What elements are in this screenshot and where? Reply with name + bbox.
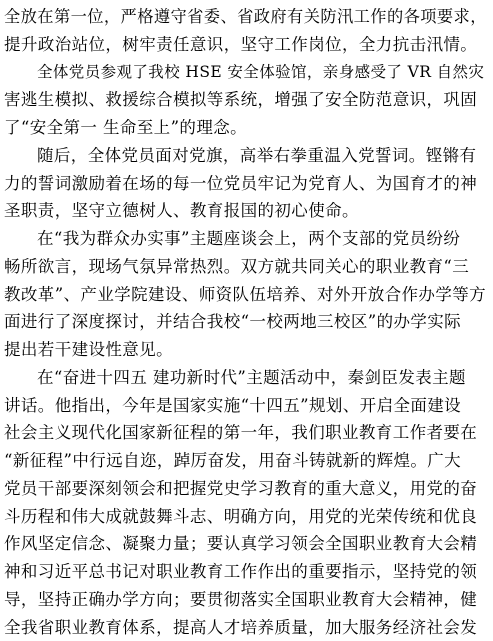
text-line-1: 全放在第一位，严格遵守省委、省政府有关防汛工作的各项要求， <box>4 7 487 26</box>
text-line-18: 党员干部要深刻领会和把握党史学习教育的重大意义，用党的奋 <box>4 478 478 498</box>
text-line-5: 了“安全第一 生命至上”的理念。 <box>4 118 248 137</box>
text-line-2: 提升政治站位，树牢责任意识，坚守工作岗位，全力抗击汛情。 <box>4 34 478 54</box>
document-body <box>4 3 490 641</box>
text-line-21: 神和习近平总书记对职业教育工作作出的重要指示，坚持党的领 <box>4 562 478 581</box>
text-line-14: 在“奋进十四五 建功新时代”主题活动中，秦剑臣发表主题 <box>37 367 466 387</box>
text-line-7: 力的誓词激励着在场的每一位党员牢记为党育人、为国育才的神 <box>4 173 478 193</box>
text-line-4: 害逃生模拟、救援综合模拟等系统，增强了安全防范意识，巩固 <box>4 90 478 110</box>
text-line-3: 全体党员参观了我校 HSE 安全体验馆，亲身感受了 VR 自然灾 <box>37 62 485 81</box>
text-line-22: 导，坚持正确办学方向；要贯彻落实全国职业教育大会精神，健 <box>4 589 478 609</box>
text-line-10: 畅所欲言，现场气氛异常热烈。双方就共同关心的职业教育“三 <box>4 256 470 276</box>
text-line-9: 在“我为群众办实事”主题座谈会上，两个支部的党员纷纷 <box>37 229 461 248</box>
text-line-23: 全我省职业教育体系，提高人才培养质量，加大服务经济社会发 <box>4 617 478 637</box>
text-line-15: 讲话。他指出，今年是国家实施“十四五”规划、开启全面建设 <box>4 395 462 415</box>
text-line-13: 提出若干建设性意见。 <box>4 340 173 359</box>
text-line-8: 圣职责，坚守立德树人、教育报国的初心使命。 <box>4 201 359 221</box>
text-line-6: 随后，全体党员面对党旗，高举右拳重温入党誓词。铿锵有 <box>37 145 477 165</box>
text-line-20: 作风坚定信念、凝聚力量；要认真学习领会全国职业教育大会精 <box>4 534 478 554</box>
text-line-11: 教改革”、产业学院建设、师资队伍培养、对外开放合作办学等方 <box>4 284 487 304</box>
text-line-19: 斗历程和伟大成就鼓舞斗志、明确方向，用党的光荣传统和优良 <box>4 506 478 526</box>
text-line-17: “新征程”中行远自迩，踔厉奋发，用奋斗铸就新的辉煌。广大 <box>4 451 462 470</box>
text-line-16: 社会主义现代化国家新征程的第一年，我们职业教育工作者要在 <box>4 423 478 443</box>
text-line-12: 面进行了深度探讨，并结合我校“一校两地三校区”的办学实际 <box>4 312 462 332</box>
